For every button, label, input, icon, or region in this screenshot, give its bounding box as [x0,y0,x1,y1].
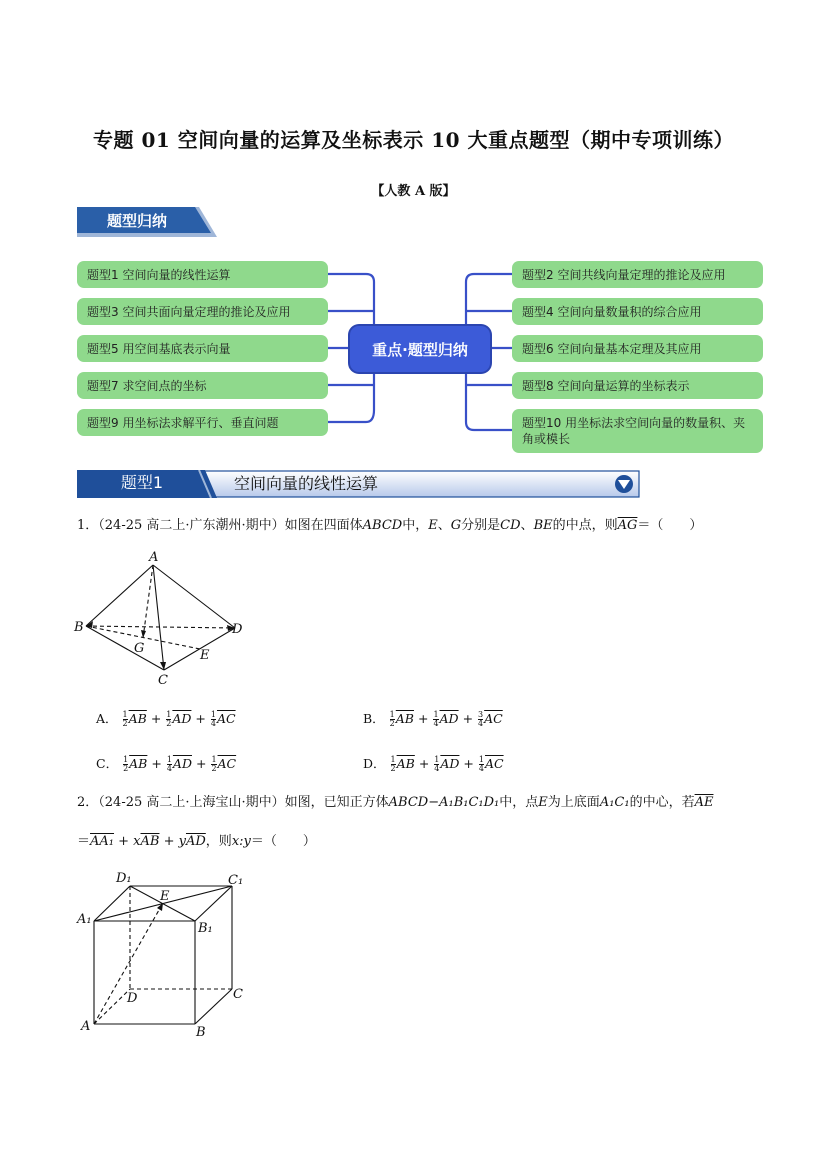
summary-banner: 题型归纳 [106,212,167,230]
mindmap-node-type8[interactable]: 题型8 空间向量运算的坐标表示 [512,372,763,399]
mindmap-node-type4[interactable]: 题型4 空间向量数量积的综合应用 [512,298,763,325]
cube-figure [72,866,262,1041]
mindmap-node-type6[interactable]: 题型6 空间向量基本定理及其应用 [512,335,763,362]
section-title: 空间向量的线性运算 [234,474,379,493]
option-D[interactable]: D． $\frac{1}{2}$ $\overline{AB}$ + $\frac{1}{4}$ $\overline{AD}$ + $\frac{1}{4}$ $\overline{AC}$ [363,755,504,773]
fig1-label-G: G [134,641,145,656]
fig1-label-D: D [232,622,243,637]
fig2-label-C1: C₁ [228,873,244,888]
mindmap-node-type10[interactable]: 题型10 用坐标法求空间向量的数量积、夹角或模长 [512,409,763,453]
option-B[interactable]: B． $\frac{1}{2}$ $\overline{AB}$ + $\frac{1}{4}$ $\overline{AD}$ + $\frac{3}{4}$ $\overline{AC}$ [363,710,503,728]
option-A[interactable]: A． $\frac{1}{2}$ $\overline{AB}$ + $\frac{1}{2}$ $\overline{AD}$ + $\frac{1}{4}$ $\overline{AC}$ [96,710,236,728]
fig1-label-A: A [149,550,159,565]
mindmap-node-type3[interactable]: 题型3 空间共面向量定理的推论及应用 [77,298,328,325]
fig1-label-C: C [158,673,168,688]
fig2-label-B: B [196,1025,206,1040]
mindmap-node-type1[interactable]: 题型1 空间向量的线性运算 [77,261,328,288]
mindmap-node-type5[interactable]: 题型5 用空间基底表示向量 [77,335,328,362]
fig1-label-E: E [200,648,210,663]
fig2-label-D: D [127,991,138,1006]
question-1-stem: 1．（24-25 高二上·广东潮州·期中）如图在四面体ABCD中，E、G分别是CD、BE的中点，则$\overline{AG}=$（ ） [77,518,703,533]
edition-label: 【人教 A 版】 [371,184,456,199]
fig2-label-D1: D₁ [116,871,132,886]
fig2-label-A1: A₁ [77,912,92,927]
page-title: 专题 01 空间向量的运算及坐标表示 10 大重点题型（期中专项训练） [92,128,734,152]
mindmap-node-type7[interactable]: 题型7 求空间点的坐标 [77,372,328,399]
fig2-label-E: E [160,889,170,904]
mindmap-node-type2[interactable]: 题型2 空间共线向量定理的推论及应用 [512,261,763,288]
fig2-label-B1: B₁ [198,921,213,936]
option-C[interactable]: C． $\frac{1}{2}$ $\overline{AB}$ + $\frac{1}{4}$ $\overline{AD}$ + $\frac{1}{2}$ $\overline{AC}$ [96,755,237,773]
section-label: 题型1 [120,473,164,492]
fig1-label-B: B [74,620,84,635]
question-2-stem: 2．（24-25 高二上·上海宝山·期中）如图，已知正方体ABCD−A₁B₁C₁D₁中，点E为上底面A₁C₁的中心，若$\overline{AE}$ [77,795,714,810]
mindmap-center: 重点·题型归纳 [350,326,490,372]
fig2-label-C: C [233,987,243,1002]
tetrahedron-figure [72,548,257,688]
fig2-label-A: A [81,1019,91,1034]
question-2-stem-line2: $=AA_1 + x\overline{AB} + y\overline{AD}$，则x:y＝（ ） [77,834,316,849]
mindmap-node-type9[interactable]: 题型9 用坐标法求解平行、垂直问题 [77,409,328,436]
